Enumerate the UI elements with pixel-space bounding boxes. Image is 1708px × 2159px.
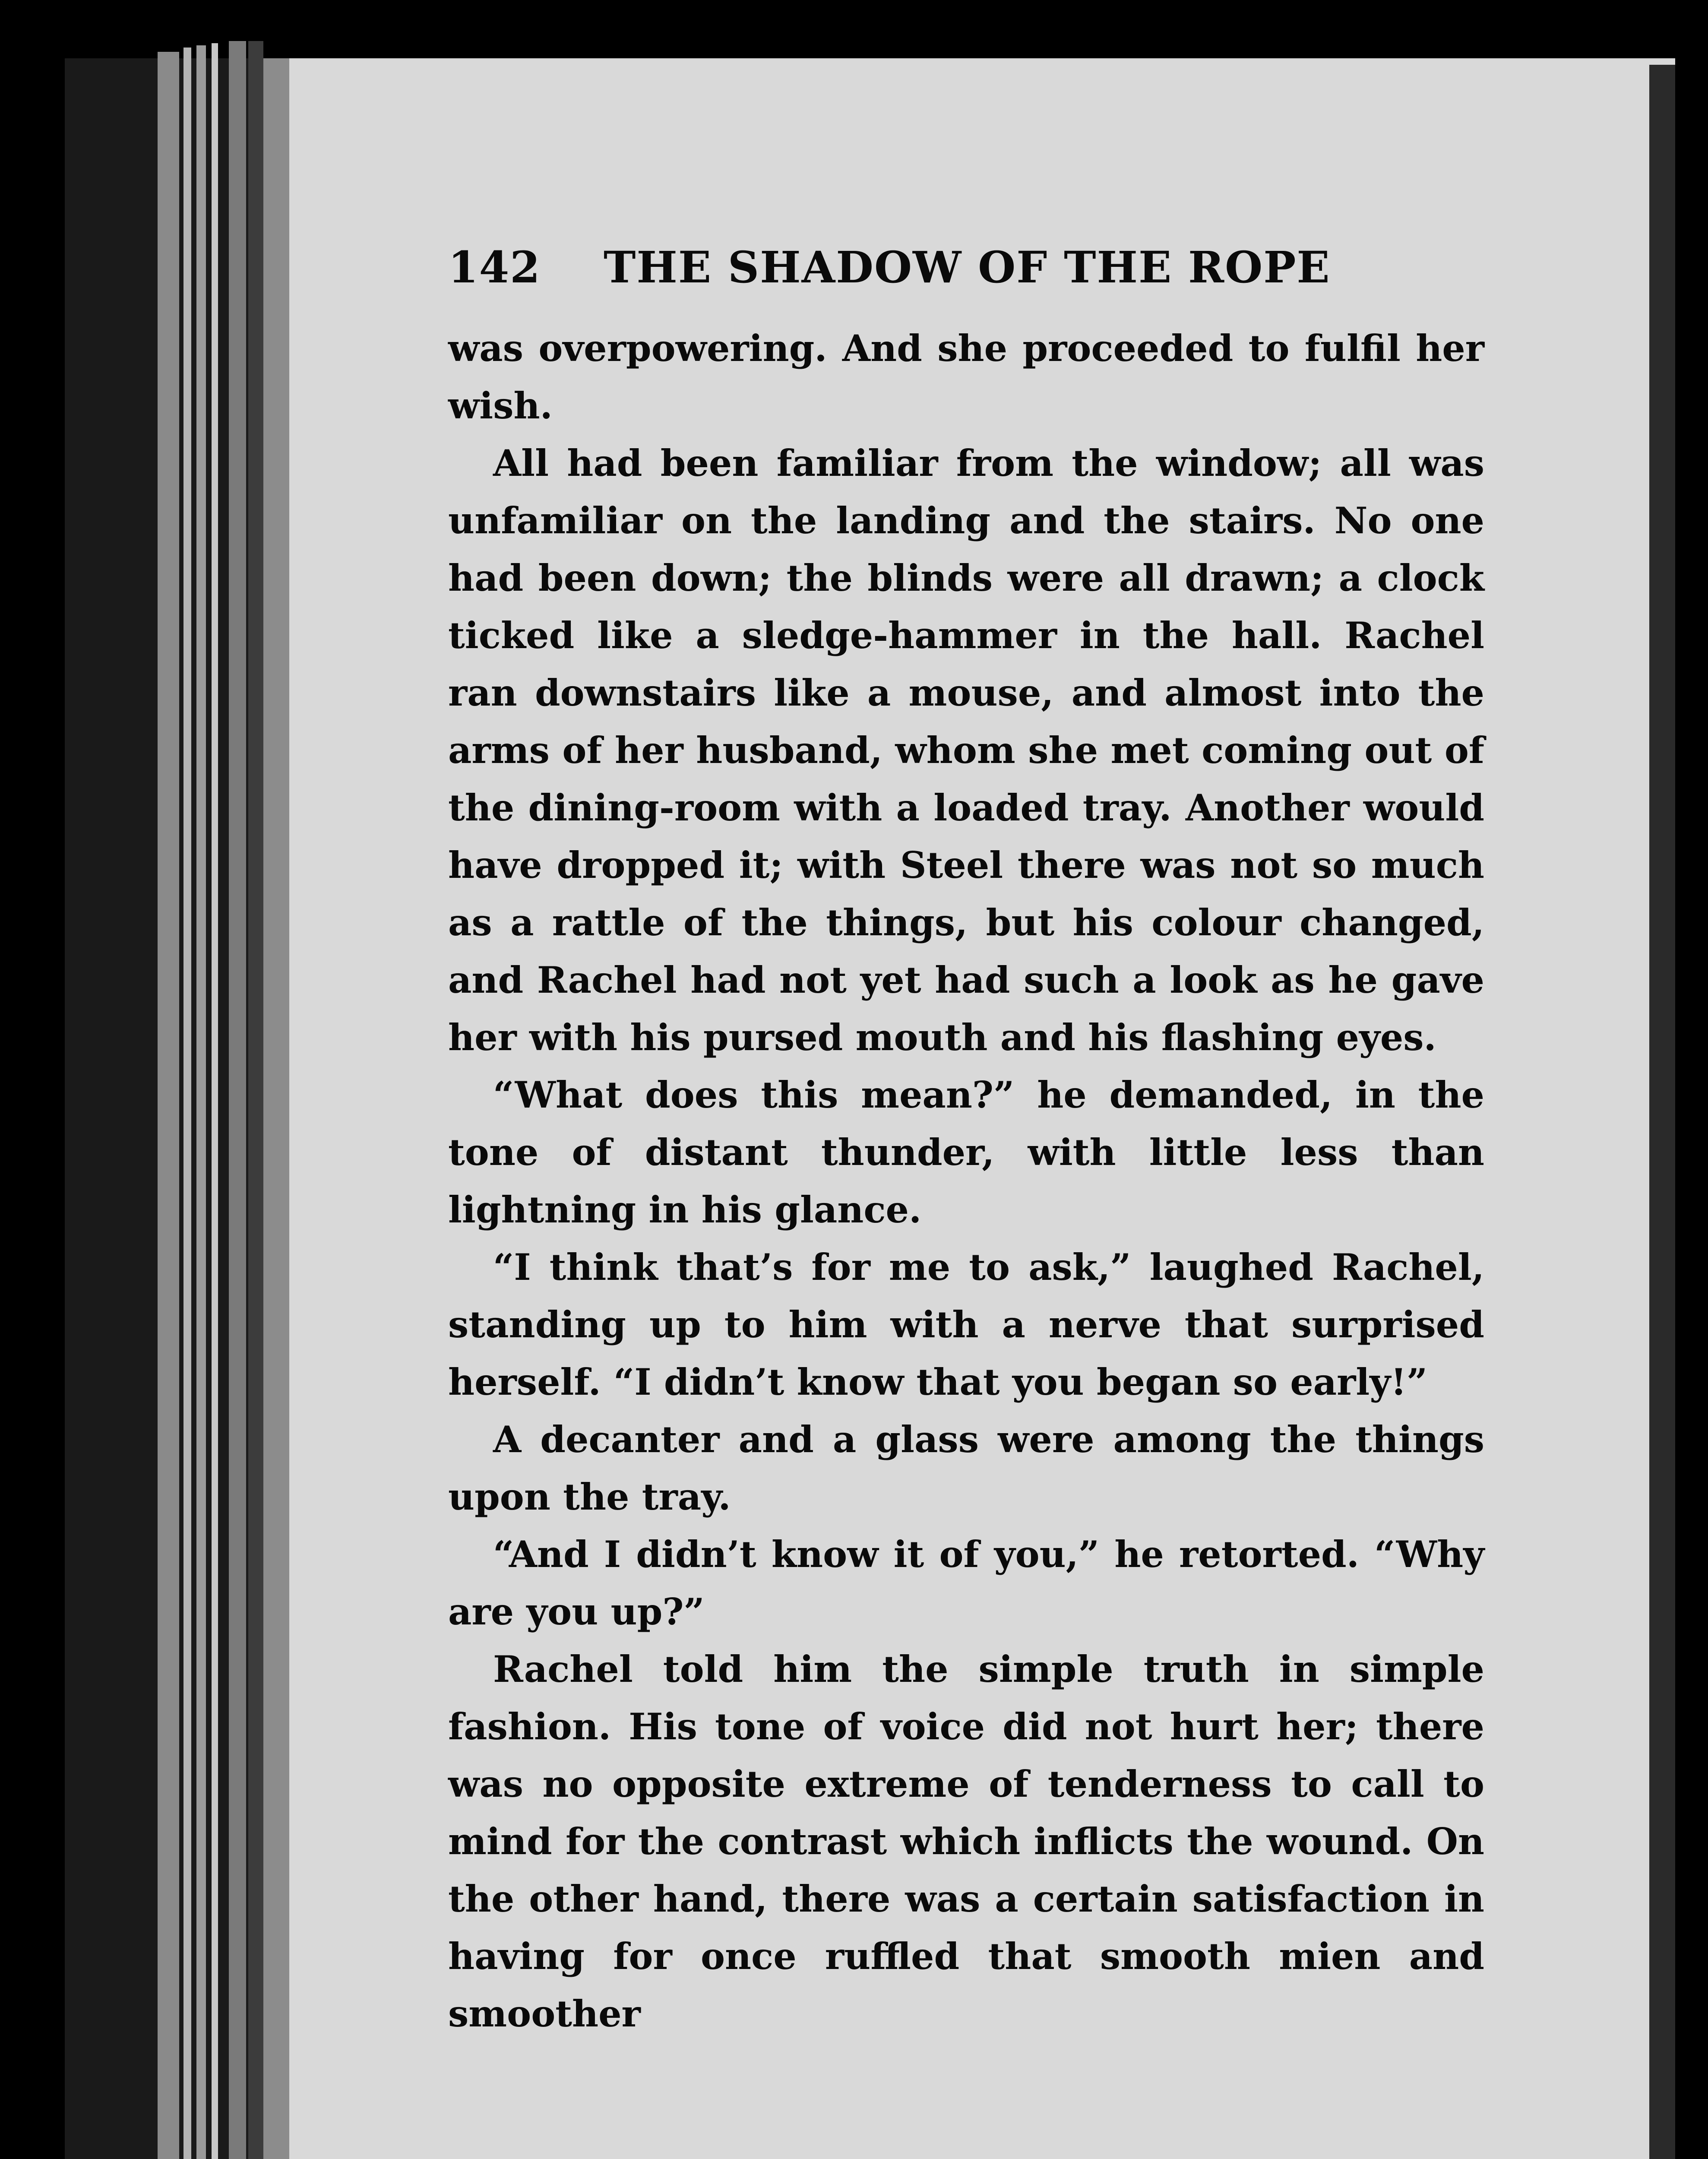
page-edge-line xyxy=(248,41,263,2159)
paragraph: All had been familiar from the window; all was unfamiliar on the landing and the stairs. No one had been down; the blinds were all drawn; a clock ticked like a sledge-hammer in the hall. Rachel ran downstairs like a mouse, and almost into the arms of her husband, whom she met coming out of the dining-room with a loaded tray. Another would have dropped it; with Steel there was not so much as a rattle of the things, but his colour changed, and Rachel had not yet had such a look as he gave her with his pursed mouth and his flashing eyes. xyxy=(448,442,1484,1059)
page-edge-line xyxy=(183,47,191,2159)
paragraph: A decanter and a glass were among the things upon the tray. xyxy=(448,1418,1484,1518)
page-edge-line xyxy=(158,52,179,2159)
page-header xyxy=(448,242,1484,302)
page-right-edge xyxy=(1649,65,1675,2159)
paragraph: was overpowering. And she proceeded to fulfil her wish. xyxy=(448,327,1484,427)
page-content xyxy=(448,242,1484,2042)
paragraph: Rachel told him the simple truth in simple fashion. His tone of voice did not hurt her; there was no opposite extreme of tenderness to call to mind for the contrast which inflicts the wound. On the other hand, there was a certain satisfaction in having for once ruffled that smooth mien and smoother xyxy=(448,1648,1484,2035)
page-number: 142 xyxy=(448,242,541,293)
page-gutter-shadow xyxy=(263,58,289,2159)
body-text xyxy=(448,320,1484,2042)
paragraph: “What does this mean?” he demanded, in the tone of distant thunder, with little less than lightning in his glance. xyxy=(448,1073,1484,1231)
page-edge-line xyxy=(212,43,218,2159)
running-head: THE SHADOW OF THE ROPE xyxy=(604,242,1331,293)
page-edge-line xyxy=(196,45,206,2159)
paragraph: “I think that’s for me to ask,” laughed Rachel, standing up to him with a nerve that surprised herself. “I didn’t know that you began so early!” xyxy=(448,1246,1484,1403)
paragraph: “And I didn’t know it of you,” he retorted. “Why are you up?” xyxy=(448,1533,1484,1633)
page-edge-line xyxy=(229,41,246,2159)
